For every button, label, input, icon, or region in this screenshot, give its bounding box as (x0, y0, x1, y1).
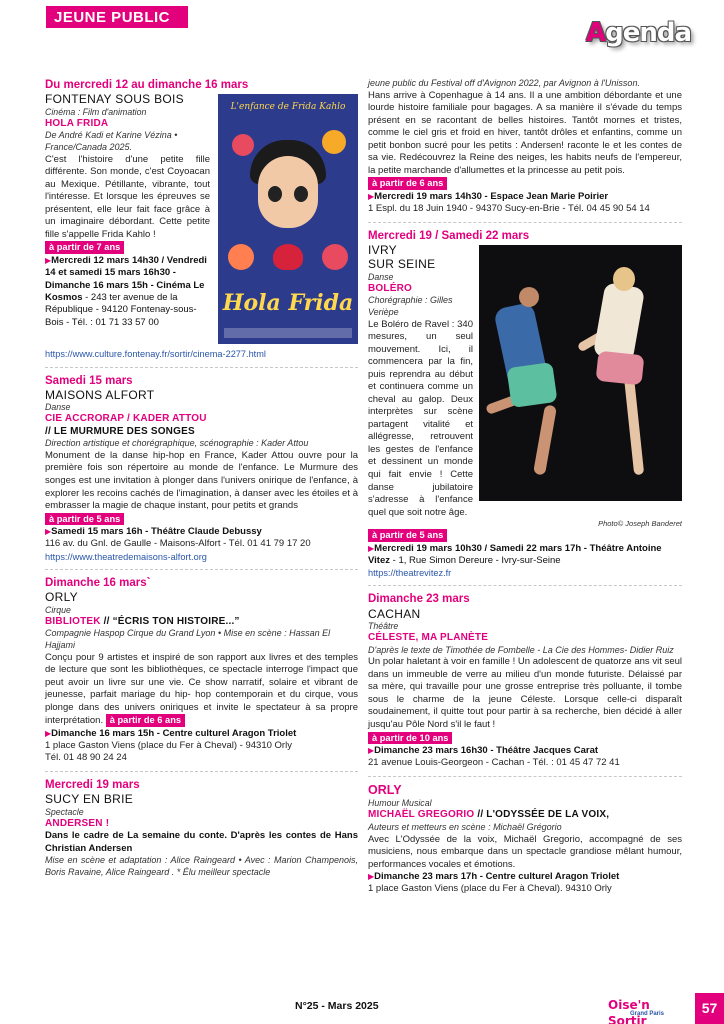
dancer-limb (624, 375, 644, 475)
age-badge: à partir de 5 ans (368, 529, 447, 542)
right-column (368, 78, 682, 896)
arrow-icon: ▶ (368, 746, 375, 756)
session-time: Mercredi 19 mars 10h30 / Samedi 22 mars 17h - Théâtre Antoine Vitez (368, 542, 662, 566)
dancer-left-head (519, 287, 539, 307)
age-badge: à partir de 5 ans (45, 513, 124, 526)
event-credit: jeune public du Festival off d'Avignon 2022, par Avignon à l'Unisson. (368, 78, 640, 88)
event-description: Le Boléro de Ravel : 340 mesures, un seul mouvement. Ici, il commencera par la fin, puis reprendra au début et continuera comme un cheval au galop. Deux interprètes sur scène partagent vitalité et allégresse, retrouvent les gestes de l'enfance et dessinent un monde qui fait envie ! Cette danse jubilatoire s'adresse à l'enfance quel que soit notre âge. (368, 318, 473, 518)
event-city-line2: SUR SEINE (368, 257, 436, 272)
event-session (368, 543, 682, 568)
issue-number: N°25 - Mars 2025 (295, 1000, 379, 1012)
section-tab: JEUNE PUBLIC (46, 6, 188, 28)
event-artist: MICHAËL GREGORIO (368, 809, 475, 821)
arrow-icon: ▶ (45, 527, 52, 537)
magazine-logo (608, 998, 688, 1024)
event-hola-frida (45, 78, 358, 361)
event-city: IVRY (368, 243, 397, 257)
divider (45, 367, 358, 368)
poster-title: Hola Frida (222, 290, 354, 317)
magazine-logo-sub: Grand Paris (630, 1011, 665, 1017)
arrow-icon: ▶ (368, 543, 375, 553)
arrow-icon: ▶ (368, 872, 375, 882)
session-time: Dimanche 23 mars 16h30 - Théâtre Jacques Carat (374, 745, 599, 757)
event-celeste (368, 592, 682, 769)
event-date: Samedi 15 mars (45, 374, 133, 387)
event-address: 116 av. du Gnl. de Gaulle - Maisons-Alfort - Tél. 01 41 79 17 20 (45, 538, 311, 550)
poster-credits-block (224, 328, 352, 338)
event-description: Avec L'Odyssée de la voix, Michaël Gregorio, accompagné de ses musiciens, nous embarque dans un spectacle grandiose mêlant humour, performances vocales et émotions. (368, 833, 682, 870)
event-description: C'est l'histoire d'une petite fille différente. Son monde, c'est Coyoacan au Mexique. Pétillante, vibrante, tout l'intéresse. Et lorsque les épreuves se présentent, elle leur fait face grâce à un imaginaire débordant. Cette petite fille s'appelle Frida Kahlo ! (45, 153, 210, 240)
event-description: Monument de la danse hip-hop en France, Kader Attou ouvre pour la première fois son répertoire au monde de l'enfance. Le Murmure des songes est une invitation à plonger dans l'univers onirique de l'enfance, à explorer les recoins cachés de l'imagination, à danser avec les étoiles et à embrasser la magie de chaque instant, pour petits et grands (45, 449, 358, 512)
event-session (368, 871, 682, 883)
event-city: CACHAN (368, 606, 421, 621)
age-badge: à partir de 10 ans (368, 732, 452, 745)
event-genre: Cinéma : Film d'animation (45, 106, 147, 117)
event-title: CÉLESTE, MA PLANÈTE (368, 632, 489, 644)
event-city: MAISONS ALFORT (45, 387, 155, 402)
event-bolero (368, 229, 682, 580)
event-description: Un polar haletant à voir en famille ! Un adolescent de quatorze ans vit seul dans un immeuble de verre au milieu d'un monde futuriste. Délaissé par sa mère, qui travaille pour une grosse entreprise très polluante, il tombe sous le charme de la jeune Céleste. Lorsque celle-ci disparaît soudainement, il quitte tout pour partir à sa recherche, bien décidé à aller jusqu'au Pôle Nord s'il le faut ! (368, 656, 682, 730)
event-address: 1 Espl. du 18 Juin 1940 - 94370 Sucy-en-Brie - Tél. 04 45 90 54 14 (368, 203, 650, 215)
age-badge: à partir de 6 ans (106, 714, 185, 727)
session-time: Dimanche 23 mars 17h - Centre culturel Aragon Triolet (374, 871, 620, 883)
flower-icon (322, 130, 346, 154)
event-date: Dimanche 23 mars (368, 593, 470, 606)
divider (368, 222, 682, 223)
event-description: Hans arrive à Copenhague à 14 ans. Il a une ambition débordante et une lourde histoire familiale pour bagages. A sa manière il s'évade du temps présent en se racontant de belles histoires. Tantôt mornes et tristes, comme le ciel gris et froid en hiver, tantôt drôles et enfantins, comme un petit bonbon sucré pour les petits : Andersen! raconte le et les contes de sa vie. Redécouvrez la Reine des neiges, les habits neufs de l'empereur, la petite marchande d'allumettes et la princesse au petit pois. (368, 89, 682, 176)
event-credit: Chorégraphie : Gilles Verièpe (368, 295, 453, 317)
dancer-limb (533, 404, 557, 475)
session-time: Mercredi 12 mars 14h30 / Vendredi 14 et samedi 15 mars 16h30 - Dimanche 16 mars 15h - Cinéma Le Kosmos (45, 254, 207, 303)
event-genre: Danse (45, 402, 71, 413)
event-link[interactable]: https://www.theatredemaisons-alfort.org (45, 551, 207, 562)
dancer-left-shorts (506, 362, 557, 408)
event-link[interactable]: https://theatrevitez.fr (368, 568, 452, 579)
event-genre: Danse (368, 271, 394, 282)
event-andersen (45, 778, 358, 879)
event-credit: Auteurs et metteurs en scène : Michaël Grégorio (368, 821, 562, 832)
event-phone: Tél. 01 48 90 24 24 (45, 752, 127, 764)
session-address: - 243 ter avenue de la République - 94120 Fontenay-sous-Bois - Tél. : 01 71 33 57 00 (45, 291, 197, 328)
event-address: 21 avenue Louis-Georgeon - Cachan - Tél. : 01 45 47 72 41 (368, 757, 620, 769)
event-title: // LE MURMURE DES SONGES (45, 425, 195, 437)
photo-credit: Photo© Joseph Banderet (598, 519, 682, 529)
event-andersen-continued (368, 78, 682, 216)
event-bibliotek (45, 576, 358, 765)
event-date: Mercredi 19 mars (45, 778, 140, 791)
agenda-logo-rest: genda (605, 18, 692, 48)
event-subtitle: // “ÉCRIS TON HISTOIRE...” (100, 615, 240, 627)
event-address: 1 place Gaston Viens (place du Fer à Cheval). 94310 Orly (368, 883, 612, 895)
dancer-right-shorts (596, 351, 645, 386)
event-genre: Théâtre (368, 621, 399, 632)
age-badge: à partir de 6 ans (368, 177, 447, 190)
session-time: Samedi 15 mars 16h - Théâtre Claude Debussy (51, 526, 262, 538)
event-genre: Humour Musical (368, 798, 432, 809)
age-badge: à partir de 7 ans (45, 241, 124, 254)
event-genre: Cirque (45, 604, 71, 615)
event-odyssee-de-la-voix (368, 783, 682, 896)
magazine-logo-text: Oise'n Sortir (608, 998, 650, 1024)
page-number: 57 (695, 993, 724, 1024)
divider (368, 776, 682, 777)
event-session (45, 728, 358, 740)
event-date: Mercredi 19 / Samedi 22 mars (368, 229, 530, 242)
event-subtitle: Dans le cadre de La semaine du conte. D'après les contes de Hans Christian Andersen (45, 830, 358, 854)
event-city: FONTENAY SOUS BOIS (45, 92, 184, 107)
event-murmure-des-songes (45, 374, 358, 563)
event-company: CIE ACCRORAP / KADER ATTOU (45, 413, 207, 425)
event-date: Du mercredi 12 au dimanche 16 mars (45, 79, 249, 91)
event-title: BOLÉRO (368, 282, 412, 294)
heart-icon (273, 244, 303, 270)
event-date: Dimanche 16 mars` (45, 576, 151, 589)
event-description (45, 652, 358, 728)
event-credit: Compagnie Haspop Cirque du Grand Lyon • Mise en scène : Hassan El Hajjami (45, 628, 331, 650)
event-city: ORLY (368, 782, 402, 797)
left-column (45, 78, 358, 879)
divider (45, 569, 358, 570)
dancer-right-top (593, 282, 645, 362)
session-time: Dimanche 16 mars 15h - Centre culturel Aragon Triolet (51, 727, 297, 739)
agenda-logo-initial: A (586, 18, 606, 48)
event-session (368, 745, 682, 757)
session-address: - 1, Rue Simon Dereure - Ivry-sur-Seine (390, 554, 561, 566)
event-session (368, 191, 682, 203)
event-description-text: Conçu pour 9 artistes et inspiré de son rapport aux livres et des temples de lecture que sont les bibliothèques, ce spectacle interroge l'impact que peut avoir un livre sur une vie. Ce show narratif, solaire et vibrant de jeunesse, parfait mariage du hip- hop contemporain et du cirque, vous plonge dans des univers oniriques et invite le spectateur à sa propre interprétation. (45, 651, 358, 727)
event-credit: Direction artistique et chorégraphique, scénographie : Kader Attou (45, 438, 309, 449)
event-title: BIBLIOTEK (45, 615, 101, 627)
divider (45, 771, 358, 772)
flower-icon (232, 134, 254, 156)
divider (368, 585, 682, 586)
arrow-icon: ▶ (368, 191, 375, 201)
session-time: Mercredi 19 mars 14h30 - Espace Jean Marie Poirier (374, 190, 609, 202)
event-credit: D'après le texte de Timothée de Fombelle - La Cie des Hommes- Didier Ruiz (368, 644, 674, 655)
agenda-logo (586, 16, 692, 50)
dancer-right-head (613, 267, 635, 291)
event-address: 1 place Gaston Viens (place du Fer à Cheval) - 94310 Orly (45, 740, 292, 752)
event-link[interactable]: https://www.culture.fontenay.fr/sortir/cinema-2277.html (45, 349, 266, 360)
arrow-icon: ▶ (45, 728, 52, 738)
event-session (45, 526, 358, 538)
flower-icon (228, 244, 254, 270)
character-face (258, 156, 318, 228)
event-genre: Spectacle (45, 806, 84, 817)
event-title: // L'ODYSSÉE DE LA VOIX, (474, 809, 610, 821)
event-credit: De André Kadi et Karine Vézina • France/Canada 2025. (45, 130, 178, 152)
event-photo (479, 245, 682, 501)
arrow-icon: ▶ (45, 255, 52, 265)
event-poster (218, 94, 358, 344)
event-title: ANDERSEN ! (45, 817, 110, 829)
event-title: HOLA FRIDA (45, 117, 109, 129)
event-city: SUCY EN BRIE (45, 792, 134, 807)
event-city: ORLY (45, 590, 78, 605)
flower-icon (322, 244, 348, 270)
poster-tagline: L'enfance de Frida Kahlo (230, 102, 346, 113)
event-credit: Mise en scène et adaptation : Alice Raingeard • Avec : Marion Champenois, Boris Ravaine, Alice Raingeard . * Élu meilleur spectacle (45, 855, 358, 877)
